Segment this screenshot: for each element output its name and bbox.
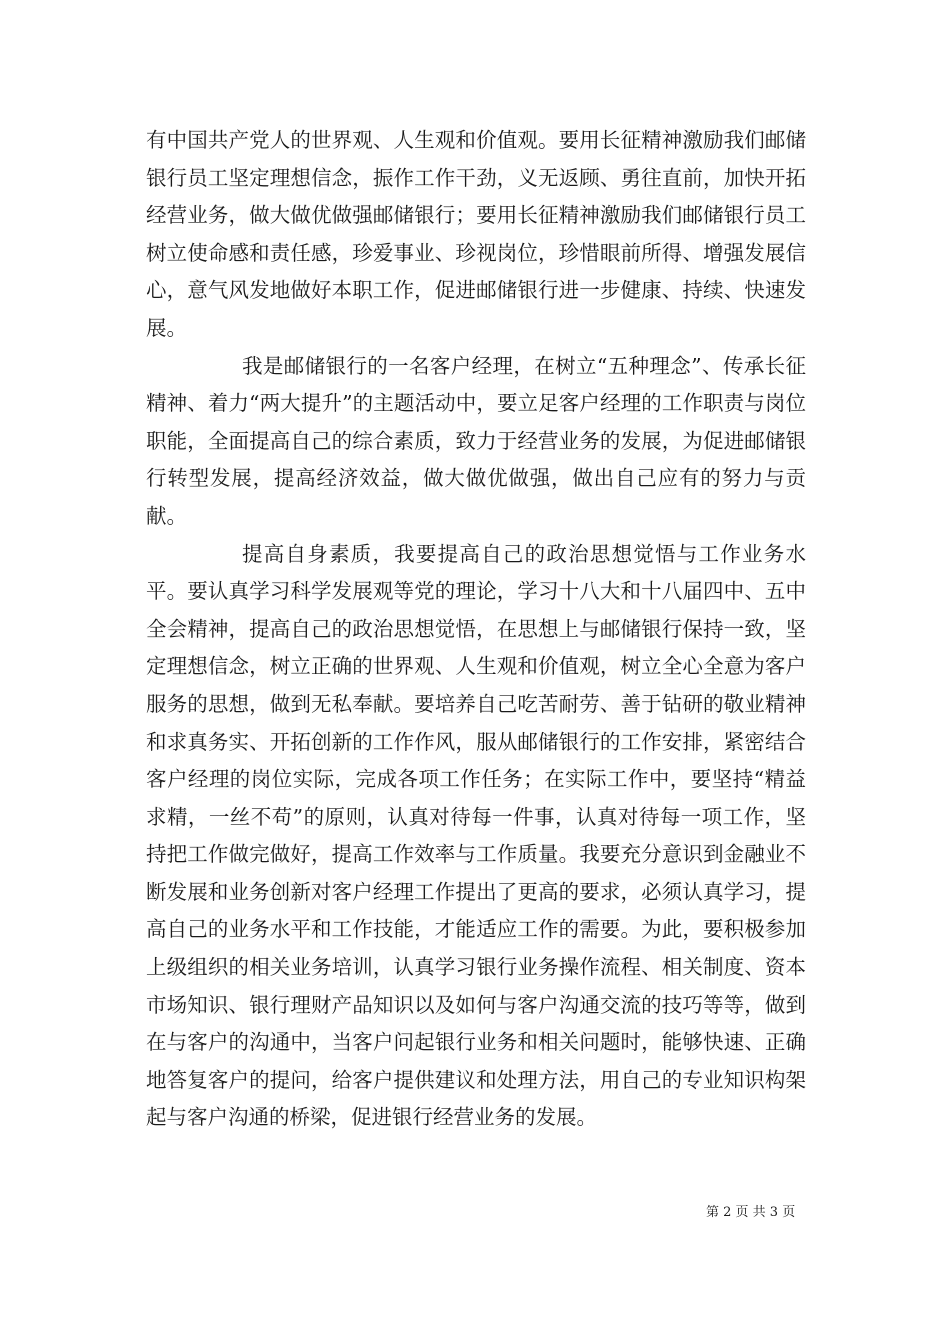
document-body [146,122,806,1137]
paragraph-3: 提高自身素质，我要提高自己的政治思想觉悟与工作业务水平。要认真学习科学发展观等党的理论，学习十八大和十八届四中、五中全会精神，提高自己的政治思想觉悟，在思想上与邮储银行保持一致，坚定理想信念，树立正确的世界观、人生观和价值观，树立全心全意为客户服务的思想，做到无私奉献。要培养自己吃苦耐劳、善于钻研的敬业精神和求真务实、开拓创新的工作作风，服从邮储银行的工作安排，紧密结合客户经理的岗位实际，完成各项工作任务；在实际工作中，要坚持“精益求精，一丝不苟”的原则，认真对待每一件事，认真对待每一项工作，坚持把工作做完做好，提高工作效率与工作质量。我要充分意识到金融业不断发展和业务创新对客户经理工作提出了更高的要求，必须认真学习，提高自己的业务水平和工作技能，才能适应工作的需要。为此，要积极参加上级组织的相关业务培训，认真学习银行业务操作流程、相关制度、资本市场知识、银行理财产品知识以及如何与客户沟通交流的技巧等等，做到在与客户的沟通中，当客户问起银行业务和相关问题时，能够快速、正确地答复客户的提问，给客户提供建议和处理方法，用自己的专业知识构架起与客户沟通的桥梁，促进银行经营业务的发展。 [146,541,806,1130]
paragraph-2: 我是邮储银行的一名客户经理，在树立“五种理念”、传承长征精神、着力“两大提升”的主题活动中，要立足客户经理的工作职责与岗位职能，全面提高自己的综合素质，致力于经营业务的发展，为促进邮储银行转型发展，提高经济效益，做大做优做强，做出自己应有的努力与贡献。 [146,353,806,528]
paragraph-1: 有中国共产党人的世界观、人生观和价值观。要用长征精神激励我们邮储银行员工坚定理想信念，振作工作干劲，义无返顾、勇往直前，加快开拓经营业务，做大做优做强邮储银行；要用长征精神激励我们邮储银行员工树立使命感和责任感，珍爱事业、珍视岗位，珍惜眼前所得、增强发展信心，意气风发地做好本职工作，促进邮储银行进一步健康、持续、快速发展。 [146,128,806,340]
page-number-footer: 第 2 页 共 3 页 [706,1205,796,1220]
